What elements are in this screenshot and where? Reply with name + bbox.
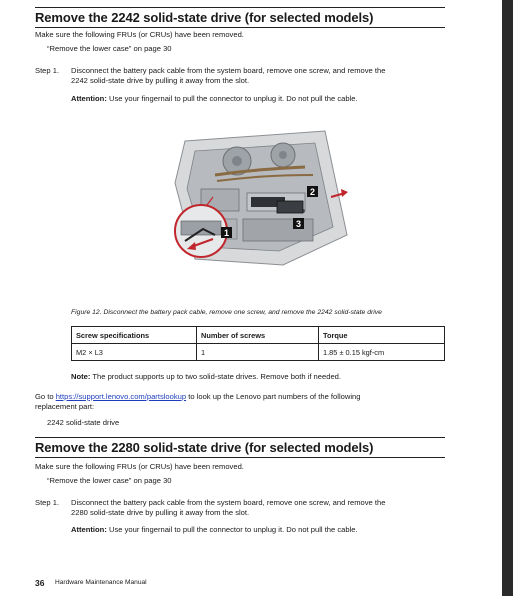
prereq-text-2: “Remove the lower case” on page 30 [47, 476, 172, 485]
attention-note-2 [71, 525, 358, 535]
table-header: Torque [319, 327, 445, 344]
step2-text-line2: 2280 solid-state drive by pulling it away from the slot. [71, 508, 250, 517]
intro-text: Make sure the following FRUs (or CRUs) have been removed. [35, 30, 244, 39]
table-header: Number of screws [197, 327, 319, 344]
step2-text-line1: Disconnect the battery pack cable from the system board, remove one screw, and remove the [71, 498, 386, 507]
section2-heading-rule [35, 457, 445, 458]
table-cell: 1.85 ± 0.15 kgf-cm [319, 344, 445, 361]
goto-line1 [35, 392, 360, 402]
manual-title: Hardware Maintenance Manual [55, 579, 147, 586]
step-label: Step 1. [35, 66, 60, 75]
callout-3 [293, 218, 304, 229]
note-label: Note: [71, 372, 91, 381]
attention-label-2: Attention: [71, 525, 107, 534]
prereq-text: “Remove the lower case” on page 30 [47, 44, 172, 53]
step-text-line1: Disconnect the battery pack cable from the system board, remove one screw, and remove the [71, 66, 386, 75]
goto-prefix: Go to [35, 392, 56, 401]
partslookup-link[interactable]: https://support.lenovo.com/partslookup [55, 392, 187, 401]
callout-2 [307, 186, 318, 197]
svg-text:3: 3 [295, 219, 302, 229]
attention-text: Use your fingernail to pull the connector to unplug it. Do not pull the cable. [108, 94, 358, 103]
ssd-removal-illustration [155, 123, 350, 283]
product-note [71, 372, 341, 382]
section2-top-rule [35, 437, 445, 438]
callout-1 [221, 227, 232, 238]
goto-suffix: to look up the Lenovo part numbers of the following [186, 392, 361, 401]
step-label-2: Step 1. [35, 498, 60, 507]
step-text-line2: 2242 solid-state drive by pulling it away from the slot. [71, 76, 250, 85]
section-heading-2242: Remove the 2242 solid-state drive (for selected models) [35, 10, 374, 25]
table-header-row [72, 327, 445, 344]
attention-label: Attention: [71, 94, 107, 103]
table-cell: 1 [197, 344, 319, 361]
replacement-part: 2242 solid-state drive [47, 418, 120, 427]
section-heading-2280: Remove the 2280 solid-state drive (for selected models) [35, 440, 374, 455]
attention-text-2: Use your fingernail to pull the connector to unplug it. Do not pull the cable. [108, 525, 358, 534]
table-header: Screw specifications [72, 327, 197, 344]
figure-caption: Figure 12. Disconnect the battery pack cable, remove one screw, and remove the 2242 solid-state drive [71, 309, 382, 316]
screw-spec-table [71, 326, 445, 361]
note-text: The product supports up to two solid-state drives. Remove both if needed. [92, 372, 342, 381]
goto-line2: replacement part: [35, 402, 95, 411]
table-row [72, 344, 445, 361]
svg-text:1: 1 [223, 228, 230, 238]
intro-text-2: Make sure the following FRUs (or CRUs) have been removed. [35, 462, 244, 471]
svg-text:2: 2 [309, 187, 316, 197]
page-number: 36 [35, 578, 45, 588]
attention-note [71, 94, 358, 104]
table-cell: M2 × L3 [72, 344, 197, 361]
top-rule [35, 7, 445, 8]
heading-rule [35, 27, 445, 28]
page-edge [502, 0, 513, 596]
